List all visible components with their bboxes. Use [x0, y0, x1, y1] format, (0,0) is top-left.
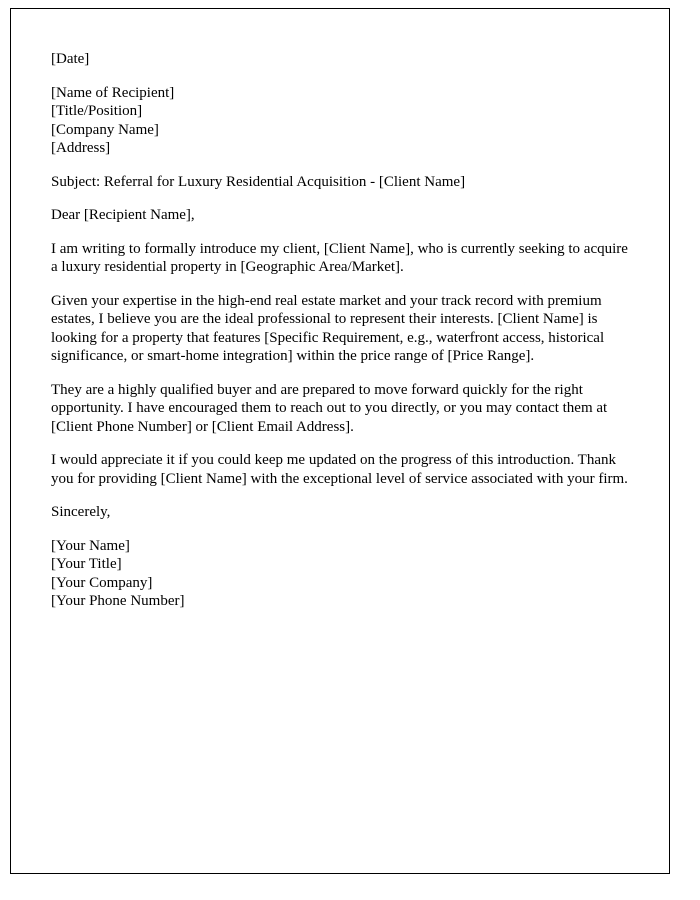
recipient-address: [Address] — [51, 140, 111, 156]
closing: Sincerely, — [51, 504, 111, 520]
signature-name: [Your Name] — [51, 537, 130, 554]
page-border — [10, 8, 670, 874]
subject-line: Subject: Referral for Luxury Residential Acquisition - [Client Name] — [51, 173, 466, 190]
signature-block — [51, 537, 629, 611]
signature-company: [Your Company] — [51, 574, 153, 591]
paragraph-follow-up: I would appreciate it if you could keep me updated on the progress of this introduction. Thank you for providing [Client Name] with the exceptional level of service associated with your firm. — [51, 452, 628, 487]
recipient-name: [Name of Recipient] — [51, 84, 175, 101]
salutation: Dear [Recipient Name], — [51, 207, 195, 223]
paragraph-introduction: I am writing to formally introduce my client, [Client Name], who is currently seeking to acquire a luxury residential property in [Geographic Area/Market]. — [51, 240, 628, 275]
recipient-company: [Company Name] — [51, 121, 159, 138]
letter-content — [11, 9, 669, 611]
paragraph-buyer-qualification: They are a highly qualified buyer and are prepared to move forward quickly for the right opportunity. I have encouraged them to reach out to you directly, or you may contact them at [Client Phone Number] or [Client Email Address]. — [51, 381, 608, 435]
paragraph-requirements: Given your expertise in the high-end real estate market and your track record with premium estates, I believe you are the ideal professional to represent their interests. [Client Name] is looking for a property that features [Specific Requirement, e.g., waterfront access, historical significance, or smart-home integration] within the price range of [Price Range]. — [51, 292, 605, 364]
date-line: [Date] — [51, 51, 90, 67]
signature-phone: [Your Phone Number] — [51, 593, 185, 609]
recipient-block — [51, 84, 629, 158]
signature-title: [Your Title] — [51, 556, 122, 572]
recipient-title: [Title/Position] — [51, 103, 143, 119]
